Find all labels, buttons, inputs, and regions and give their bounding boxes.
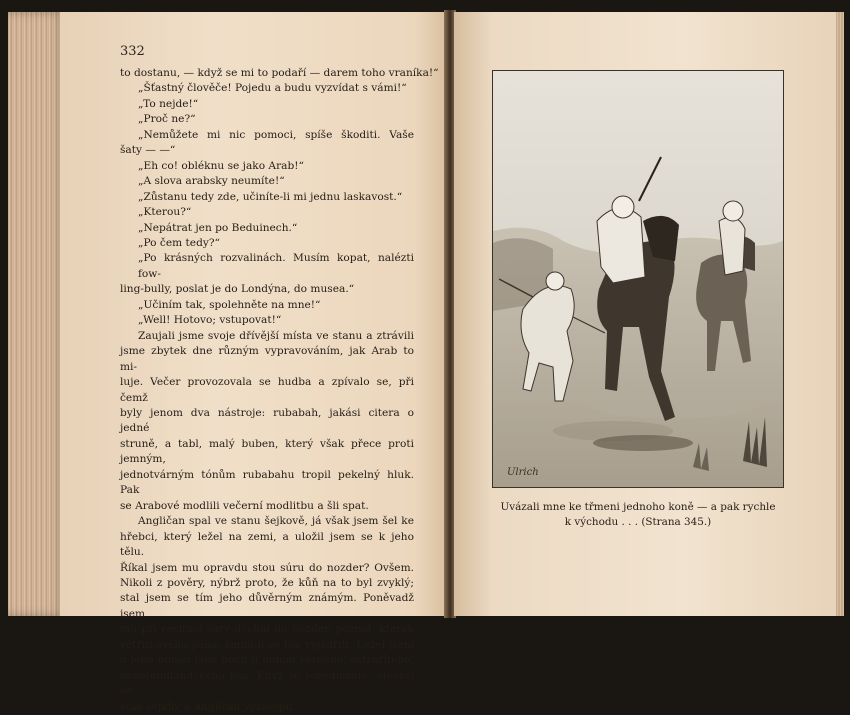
illustration-riders xyxy=(492,70,784,488)
text-line: Angličan spal ve stanu šejkově, já však jsem šel ke xyxy=(138,515,414,528)
text-line: „Po čem tedy?“ xyxy=(138,236,220,249)
left-page-edges xyxy=(8,12,66,616)
page-number: 332 xyxy=(120,44,145,59)
text-line: „Proč ne?“ xyxy=(138,113,196,126)
text-line: Zaujali jsme svoje dřívější místa ve stanu a ztrávili xyxy=(138,329,414,342)
text-line: šaty — —“ xyxy=(120,144,176,157)
illustration-signature: Ulrich xyxy=(507,467,539,478)
text-line: „Well! Hotovo; vstupovat!“ xyxy=(138,314,282,327)
text-line: ling-bully, poslat je do Londýna, do musea.“ xyxy=(120,283,355,296)
text-line: „Po krásných rozvalinách. Musím kopat, nalézti fow- xyxy=(138,252,414,280)
text-line: Nikoli z pověry, nýbrž proto, že kůň na to byl zvyklý; xyxy=(120,576,414,589)
text-line: Říkal jsem mu opravdu stou súru do nozder? Ovšem. xyxy=(120,561,414,574)
text-line: „A slova arabsky neumíte!“ xyxy=(138,175,285,188)
caption-line-2: k východu . . . (Strana 345.) xyxy=(564,516,712,528)
text-line: „Nepátrat jen po Beduinech.“ xyxy=(138,221,298,234)
text-line: luje. Večer provozovala se hudba a zpívalo se, při čemž xyxy=(120,376,414,404)
text-line: mu při recitaci súry dýchal do nozder, poznal, kterak xyxy=(120,623,414,636)
text-line: hřebci, který ležel na zemi, a uložil jsem se k jeho tělu. xyxy=(120,530,414,559)
illustration-caption xyxy=(496,500,780,530)
text-line: jsme zbytek dne různým vypravováním, jak Arab to mi- xyxy=(120,345,414,373)
text-line: „To nejde!“ xyxy=(138,97,199,110)
right-page-edges xyxy=(836,12,844,616)
text-line: byly jenom dva nástroje: rubabah, jakási citera o jedné xyxy=(120,406,414,435)
text-line: „Kterou?“ xyxy=(138,206,192,219)
body-text xyxy=(120,66,439,715)
text-line: větřiti svého pána, smím-li se tak vyjádřiti. Ležel jsem xyxy=(120,638,414,651)
text-line: jednotvárným tónům rubabahu tropil pekelný hluk. Pak xyxy=(120,468,414,497)
text-line: „Zůstanu tedy zde, učiníte-li mi jednu laskavost.“ xyxy=(138,190,403,203)
text-line: „Učiním tak, spolehněte na mne!“ xyxy=(138,298,321,311)
text-line: „Eh co! obléknu se jako Arab!“ xyxy=(138,159,304,172)
text-line: stan šejkův a Angličan vystoupil. xyxy=(120,700,296,713)
text-line: u jeho nohou jako hoch u nohou věrného, ostražitého, xyxy=(120,654,414,667)
caption-line-1: Uvázali mne ke třmeni jednoho koně — a pak rychle xyxy=(500,501,776,513)
text-line: struně, a tabl, malý buben, který však přece proti jemným, xyxy=(120,437,414,466)
text-line: to dostanu, — když se mi to podaří — darem toho vraníka!“ xyxy=(120,67,439,79)
text-line: se Arabové modlili večerní modlitbu a šli spat. xyxy=(120,499,369,512)
text-line: stal jsem se tím jeho důvěrným známým. Poněvadž jsem xyxy=(120,592,414,620)
text-line: „Šťastný člověče! Pojedu a budu vyzvídat s vámi!“ xyxy=(138,82,407,95)
text-line: novofundlandského psa. Když se rozednívalo, otevřel se xyxy=(120,669,414,698)
text-line: „Nemůžete mi nic pomoci, spíše škoditi. Vaše xyxy=(138,128,414,141)
